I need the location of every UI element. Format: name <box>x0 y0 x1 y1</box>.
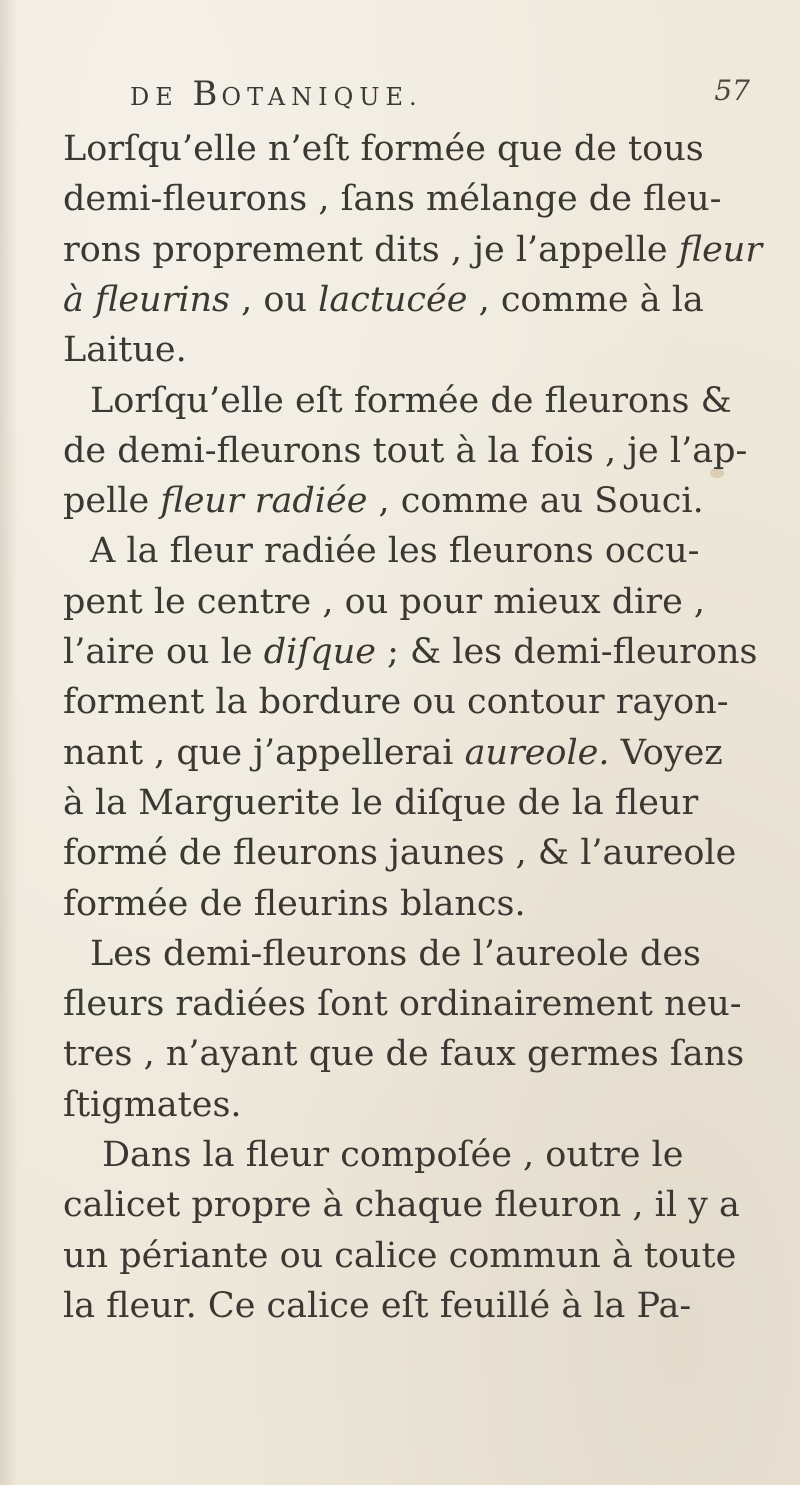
text-segment: l’aire ou le <box>63 632 264 672</box>
text-segment: calicet propre à chaque fleuron , il y a <box>63 1185 740 1226</box>
text-segment: un périante ou calice commun à toute <box>63 1235 737 1276</box>
text-line <box>63 427 747 475</box>
text-segment: nant , que j’appellerai <box>63 732 465 773</box>
text-line <box>63 1232 736 1280</box>
text-line <box>90 527 699 575</box>
text-segment: Dans la fleur compoſée , outre le <box>102 1135 684 1175</box>
text-line <box>90 377 732 425</box>
text-line <box>63 175 721 223</box>
text-segment: pent le centre , ou pour mieux dire , <box>63 581 706 622</box>
text-segment: , ou <box>230 279 319 320</box>
text-segment: formé de fleurons jaunes , & l’aureole <box>63 833 737 874</box>
text-line <box>63 1081 242 1129</box>
italic-term: diſque <box>263 632 376 672</box>
text-segment: Laitue. <box>63 330 187 371</box>
text-line <box>63 779 698 827</box>
italic-term: fleur radiée <box>160 481 368 522</box>
running-head <box>130 74 423 114</box>
text-line <box>63 628 758 676</box>
running-head-initial: B <box>192 74 222 114</box>
text-segment: à la Marguerite le diſque de la fleur <box>63 782 699 823</box>
text-line <box>63 477 704 525</box>
text-segment: forment la bordure ou contour rayon- <box>63 682 729 723</box>
text-line <box>63 880 526 928</box>
text-line <box>63 678 729 726</box>
text-segment: de demi-fleurons tout à la fois , je l’ap- <box>63 430 748 471</box>
text-segment: Les demi-fleurons de l’aureole des <box>90 933 701 974</box>
running-head-prefix: DE <box>130 83 193 111</box>
page-number: 57 <box>714 74 750 107</box>
text-segment: , comme au Souci. <box>367 481 704 522</box>
text-segment: formée de fleurins blancs. <box>63 883 526 924</box>
text-line <box>63 1181 740 1229</box>
text-line <box>90 930 701 978</box>
page-gutter-shadow <box>0 0 18 1485</box>
text-segment: demi-fleurons , ſans mélange de fleu- <box>63 179 722 220</box>
text-segment: Lorſqu’elle n’eſt formée que de tous <box>63 129 704 169</box>
text-line <box>63 829 736 877</box>
text-segment: ; & les demi-fleurons <box>375 632 758 672</box>
text-segment: , comme à la <box>467 279 704 320</box>
running-head-rest: OTANIQUE. <box>221 83 423 111</box>
text-line <box>63 729 723 777</box>
italic-term: à fleurins <box>63 279 231 320</box>
text-segment: ſtigmates. <box>63 1084 242 1125</box>
text-line <box>63 980 742 1028</box>
text-line <box>63 226 762 274</box>
text-segment: Voyez <box>609 732 723 773</box>
text-line <box>63 125 704 173</box>
text-segment: A la fleur radiée les fleurons occu- <box>90 531 700 572</box>
italic-term: lactucée <box>318 279 468 320</box>
text-segment: fleurs radiées ſont ordinairement neu- <box>63 984 742 1025</box>
text-line <box>63 326 187 374</box>
text-segment: rons proprement dits , je l’appelle <box>63 229 679 270</box>
text-segment: la fleur. Ce calice eſt feuillé à la Pa- <box>63 1285 692 1326</box>
text-segment: tres , n’ayant que de faux germes ſans <box>63 1034 745 1075</box>
text-segment: pelle <box>63 481 161 522</box>
italic-term: fleur <box>678 229 763 270</box>
text-line <box>63 1030 744 1078</box>
text-line <box>63 578 705 626</box>
text-line <box>63 276 704 324</box>
text-segment: Lorſqu’elle eſt formée de fleurons & <box>90 380 732 421</box>
page-header <box>130 74 750 124</box>
text-line <box>102 1131 683 1179</box>
italic-term: aureole. <box>464 732 610 773</box>
text-line <box>63 1282 691 1330</box>
